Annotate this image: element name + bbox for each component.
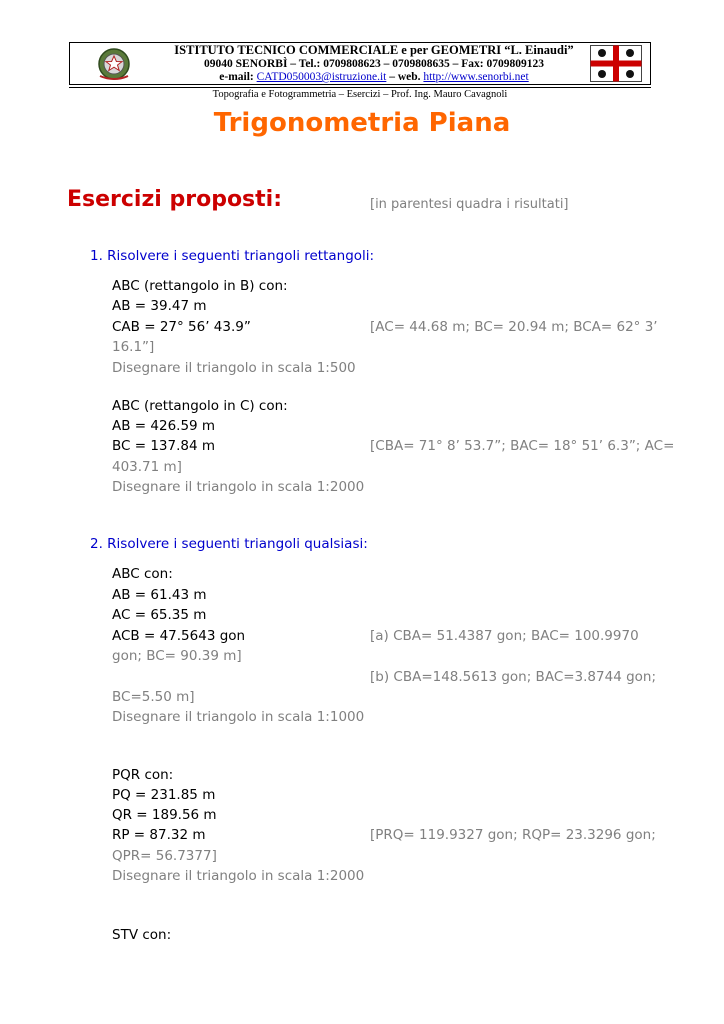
ex4-line-3: QR = 189.56 m [112, 807, 217, 823]
ex4-line-4: RP = 87.32 m [112, 827, 206, 843]
header-divider [69, 87, 651, 88]
exercise-1-heading: 1. Risolvere i seguenti triangoli rettangoli: [90, 248, 375, 264]
ex1-line-1: ABC (rettangolo in B) con: [112, 278, 288, 294]
ex2-line-1: ABC (rettangolo in C) con: [112, 398, 288, 414]
page-title: Trigonometria Piana [213, 108, 511, 138]
exercise-2-heading: 2. Risolvere i seguenti triangoli qualsiasi: [90, 536, 368, 552]
ex3-line-2: AB = 61.43 m [112, 587, 207, 603]
ex2-line-2: AB = 426.59 m [112, 418, 216, 434]
ex2-result-1: [CBA= 71° 8’ 53.7”; BAC= 18° 51’ 6.3”; AC= [370, 438, 675, 454]
ex2-draw: Disegnare il triangolo in scala 1:2000 [112, 479, 365, 495]
ex3-draw: Disegnare il triangolo in scala 1:1000 [112, 709, 365, 725]
ex4-line-2: PQ = 231.85 m [112, 787, 216, 803]
ex3-result-b-2: BC=5.50 m] [112, 689, 195, 705]
ex3-result-a-1: [a) CBA= 51.4387 gon; BAC= 100.9970 [370, 628, 639, 644]
ex5-line-1: STV con: [112, 927, 172, 943]
ex1-draw: Disegnare il triangolo in scala 1:500 [112, 360, 356, 376]
sardinia-flag-icon [590, 45, 642, 82]
ex1-result-2: 16.1”] [112, 339, 155, 355]
ex1-line-3: CAB = 27° 56’ 43.9” [112, 319, 251, 335]
email-label: e-mail: [219, 71, 257, 83]
ex4-draw: Disegnare il triangolo in scala 1:2000 [112, 868, 365, 884]
ex2-result-2: 403.71 m] [112, 459, 182, 475]
ex3-line-1: ABC con: [112, 566, 173, 582]
course-line: Topografia e Fotogrammetria – Esercizi – Prof. Ing. Mauro Cavagnoli [212, 89, 508, 100]
ex1-line-2: AB = 39.47 m [112, 298, 207, 314]
school-contacts: 09040 SENORBÌ – Tel.: 0709808623 – 0709808635 – Fax: 0709809123 [204, 58, 544, 70]
school-email-web [170, 71, 578, 84]
section-heading: Esercizi proposti: [67, 187, 283, 212]
ex3-line-3: AC = 65.35 m [112, 607, 207, 623]
italy-emblem-icon [94, 46, 134, 82]
ex3-line-4: ACB = 47.5643 gon [112, 628, 246, 644]
ex4-result-2: QPR= 56.7377] [112, 848, 217, 864]
web-label: – web. [386, 71, 424, 83]
email-link[interactable]: CATD050003@istruzione.it [256, 71, 387, 83]
ex2-line-3: BC = 137.84 m [112, 438, 216, 454]
ex4-line-1: PQR con: [112, 767, 174, 783]
ex3-result-a-2: gon; BC= 90.39 m] [112, 648, 242, 664]
ex3-result-b-1: [b) CBA=148.5613 gon; BAC=3.8744 gon; [370, 669, 657, 685]
ex4-result-1: [PRQ= 119.9327 gon; RQP= 23.3296 gon; [370, 827, 656, 843]
web-link[interactable]: http://www.senorbi.net [423, 71, 529, 83]
ex1-result-1: [AC= 44.68 m; BC= 20.94 m; BCA= 62° 3’ [370, 319, 658, 335]
results-note: [in parentesi quadra i risultati] [370, 197, 569, 212]
school-name: ISTITUTO TECNICO COMMERCIALE e per GEOMETRI “L. Einaudi” [174, 43, 574, 57]
